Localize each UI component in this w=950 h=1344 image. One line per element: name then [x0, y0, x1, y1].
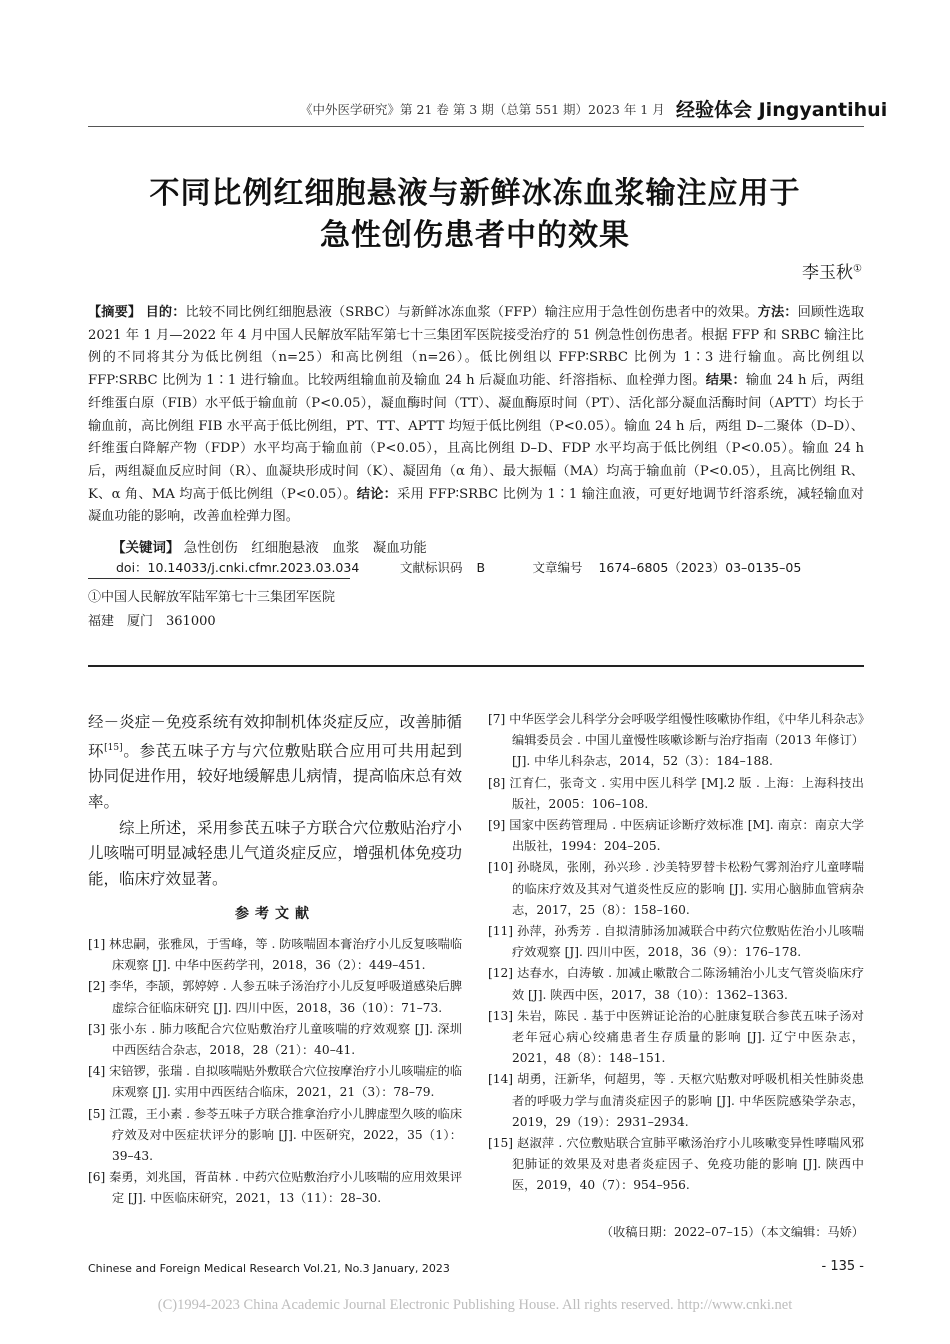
reference-item: [4] 宋锫锣，张瑞 . 自拟咳喘贴外敷联合穴位按摩治疗小儿咳喘症的临床观察 [J]. 实用中西医结合临床，2021，21（3）：78–79. [88, 1064, 463, 1100]
reference-item: [1] 林忠嗣，张雅凤，于雪峰，等 . 防咳喘固本膏治疗小儿反复咳喘临床观察 [J]. 中华中医药学刊，2018，36（2）：449–451. [88, 937, 463, 973]
abstract-label: 【摘要】 [88, 305, 142, 320]
doi: doi：10.14033/j.cnki.cfmr.2023.03.034 [116, 560, 360, 575]
article-no-label: 文章编号 [532, 560, 583, 575]
abstract-section-text: 采用 FFP∶SRBC 比例为 1∶1 输注血液，可更好地调节纤溶系统，减轻输血对凝血功能的影响，改善血栓弹力图。 [88, 486, 864, 525]
author [802, 258, 862, 283]
reference-item: [7] 中华医学会儿科学分会呼吸学组慢性咳嗽协作组，《中华儿科杂志》编辑委员会 . 中国儿童慢性咳嗽诊断与治疗指南（2013 年修订）[J]. 中华儿科杂志，2014，52（3）：184–188. [488, 712, 864, 769]
reference-item: [15] 赵淑萍 . 穴位敷贴联合宣肺平嗽汤治疗小儿咳嗽变异性哮喘风邪犯肺证的效果及对患者炎症因子、免疫功能的影响 [J]. 陕西中医，2019，40（7）：954–956. [488, 1136, 864, 1193]
affiliation-address: 福建 厦门 361000 [88, 614, 216, 629]
reference-item: [11] 孙萍，孙秀芳 . 自拟清肺汤加减联合中药穴位敷贴佐治小儿咳喘疗效观察 [J]. 四川中医，2018，36（9）：176–178. [488, 924, 864, 960]
abstract-body [88, 305, 864, 524]
reference-list-right [488, 709, 864, 1197]
article-title-line2: 急性创伤患者中的效果 [320, 218, 630, 253]
reference-item: [6] 秦勇，刘兆国，胥苗林 . 中药穴位贴敷治疗小儿咳喘的应用效果评定 [J]. 中医临床研究，2021，13（11）：28–30. [88, 1170, 463, 1206]
copyright-watermark: (C)1994-2023 China Academic Journal Electronic Publishing House. All rights reserved. http://www.cnki.net [157, 1297, 793, 1313]
received-date-editor: （收稿日期：2022–07–15）（本文编辑：马娇） [600, 1225, 864, 1239]
abstract-section-label: 方法： [757, 305, 798, 320]
page-number: - 135 - [821, 1259, 864, 1274]
abstract-section-text: 回顾性选取 2021 年 1 月—2022 年 4 月中国人民解放军陆军第七十三集团军医院接受治疗的 51 例急性创伤患者。根据 FFP 和 SRBC 输注比例的不同将其分为低比例组（n=25）和高比例组（n=26）。低比例组以 FFP∶SRBC 比例为 1∶3 进行输血。高比例组以 FFP∶SRBC 比例为 1∶1 进行输血。比较两组输血前及输血 24 h 后凝血功能、纤溶指标、血栓弹力图。 [88, 305, 865, 389]
doc-code-label: 文献标识码 [399, 560, 463, 575]
doc-code: B [476, 560, 486, 575]
reference-list-left [88, 934, 462, 1210]
affiliation [88, 586, 335, 634]
journal-issue-header: 《中外医学研究》第 21 卷 第 3 期（总第 551 期）2023 年 1 月 [300, 102, 665, 117]
journal-footer: Chinese and Foreign Medical Research Vol.21, No.3 January, 2023 [88, 1262, 450, 1275]
author-name: 李玉秋 [802, 263, 854, 283]
references-heading: 参考文献 [235, 906, 315, 922]
author-affiliation-mark: ① [853, 263, 862, 275]
article-no: 1674–6805（2023）03–0135–05 [598, 560, 802, 575]
body-text [88, 710, 462, 892]
citation-mark: [15] [104, 742, 123, 753]
reference-item: [3] 张小东 . 肺力咳配合穴位贴敷治疗儿童咳喘的疗效观察 [J]. 深圳中西医结合杂志，2018，28（21）：40–41. [88, 1021, 462, 1058]
abstract-section-label: 目的： [145, 305, 186, 320]
keywords-label: 【关键词】 [112, 540, 180, 556]
keywords [112, 536, 427, 556]
affiliation-institution: ①中国人民解放军陆军第七十三集团军医院 [88, 590, 336, 605]
body-paragraph-conclusion: 综上所述，采用参芪五味子方联合穴位敷贴治疗小儿咳喘可明显减轻患儿气道炎症反应，增强机体免疫功能，临床疗效显著。 [88, 818, 462, 888]
header-divider [88, 126, 864, 127]
reference-item: [14] 胡勇，汪新华，何超男，等 . 天枢穴贴敷对呼吸机相关性肺炎患者的呼吸力学与血清炎症因子的影响 [J]. 中华医院感染学杂志，2019，29（19）：2931–2934. [488, 1072, 864, 1129]
abstract [88, 302, 864, 529]
reference-item: [8] 江育仁，张奇文 . 实用中医儿科学 [M].2 版 . 上海：上海科技出版社，2005：106–108. [488, 775, 864, 811]
section-divider [88, 665, 864, 667]
abstract-section-text: 比较不同比例红细胞悬液（SRBC）与新鲜冰冻血浆（FFP）输注应用于急性创伤患者中的效果。 [185, 305, 758, 320]
reference-item: [9] 国家中医药管理局 . 中医病证诊断疗效标准 [M]. 南京：南京大学出版社，1994：204–205. [488, 818, 864, 854]
column-title: 经验体会 Jingyantihui [676, 99, 888, 121]
doi-row [116, 558, 801, 576]
abstract-section-text: 输血 24 h 后，两组纤维蛋白原（FIB）水平低于输血前（P<0.05），凝血酶时间（TT）、凝血酶原时间（PT）、活化部分凝血活酶时间（APTT）均长于输血前，高比例组 FIB 水平高于低比例组，PT、TT、APTT 均短于低比例组（P<0.05）。输血 24 h 后，两组 D–二聚体（D–D）、纤维蛋白降解产物（FDP）水平均高于输血前（P<0.05），且高比例组 D–D、FDP 水平均高于低比例组（P<0.05）。输血 24 h 后，两组凝血反应时间（R）、血凝块形成时间（K）、凝固角（α 角）、最大振幅（MA）均高于输血前（P<0.05），且高比例组 R、K、α 角、MA 均高于低比例组（P<0.05）。 [88, 373, 865, 502]
body-paragraph: 经－炎症－免疫系统有效抑制机体炎症反应，改善肺循环[15]。参芪五味子方与穴位敷贴联合应用可共用起到协同促进作用，较好地缓解患儿病情，提高临床总有效率。 [88, 713, 462, 811]
reference-item: [2] 李华，李颉，郭婷婷 . 人参五味子汤治疗小儿反复呼吸道感染后脾虚综合征临床研究 [J]. 四川中医，2018，36（10）：71–73. [88, 979, 463, 1015]
abstract-section-label: 结果： [705, 373, 746, 389]
reference-item: [10] 孙晓凤，张刚，孙兴珍 . 沙美特罗替卡松粉气雾剂治疗儿童哮喘的临床疗效及其对气道炎性反应的影响 [J]. 实用心脑肺血管病杂志，2017，25（8）：158–160. [488, 860, 864, 917]
reference-item: [12] 达春水，白涛敏 . 加减止嗽散合二陈汤辅治小儿支气管炎临床疗效 [J]. 陕西中医，2017，38（10）：1362–1363. [488, 966, 864, 1002]
article-title-line1: 不同比例红细胞悬液与新鲜冰冻血浆输注应用于 [149, 176, 801, 211]
abstract-section-label: 结论： [356, 486, 398, 502]
keywords-list: 急性创伤 红细胞悬液 血浆 凝血功能 [183, 540, 427, 556]
reference-item: [13] 朱岩，陈民 . 基于中医辨证论治的心脏康复联合参芪五味子汤对老年冠心病心绞痛患者生存质量的影响 [J]. 辽宁中医杂志，2021，48（8）：148–151. [488, 1008, 864, 1066]
affiliation-divider [88, 578, 350, 579]
reference-item: [5] 江霞，王小素 . 参苓五味子方联合推拿治疗小儿脾虚型久咳的临床疗效及对中医症状评分的影响 [J]. 中医研究，2022，35（1）：39–43. [88, 1106, 463, 1164]
